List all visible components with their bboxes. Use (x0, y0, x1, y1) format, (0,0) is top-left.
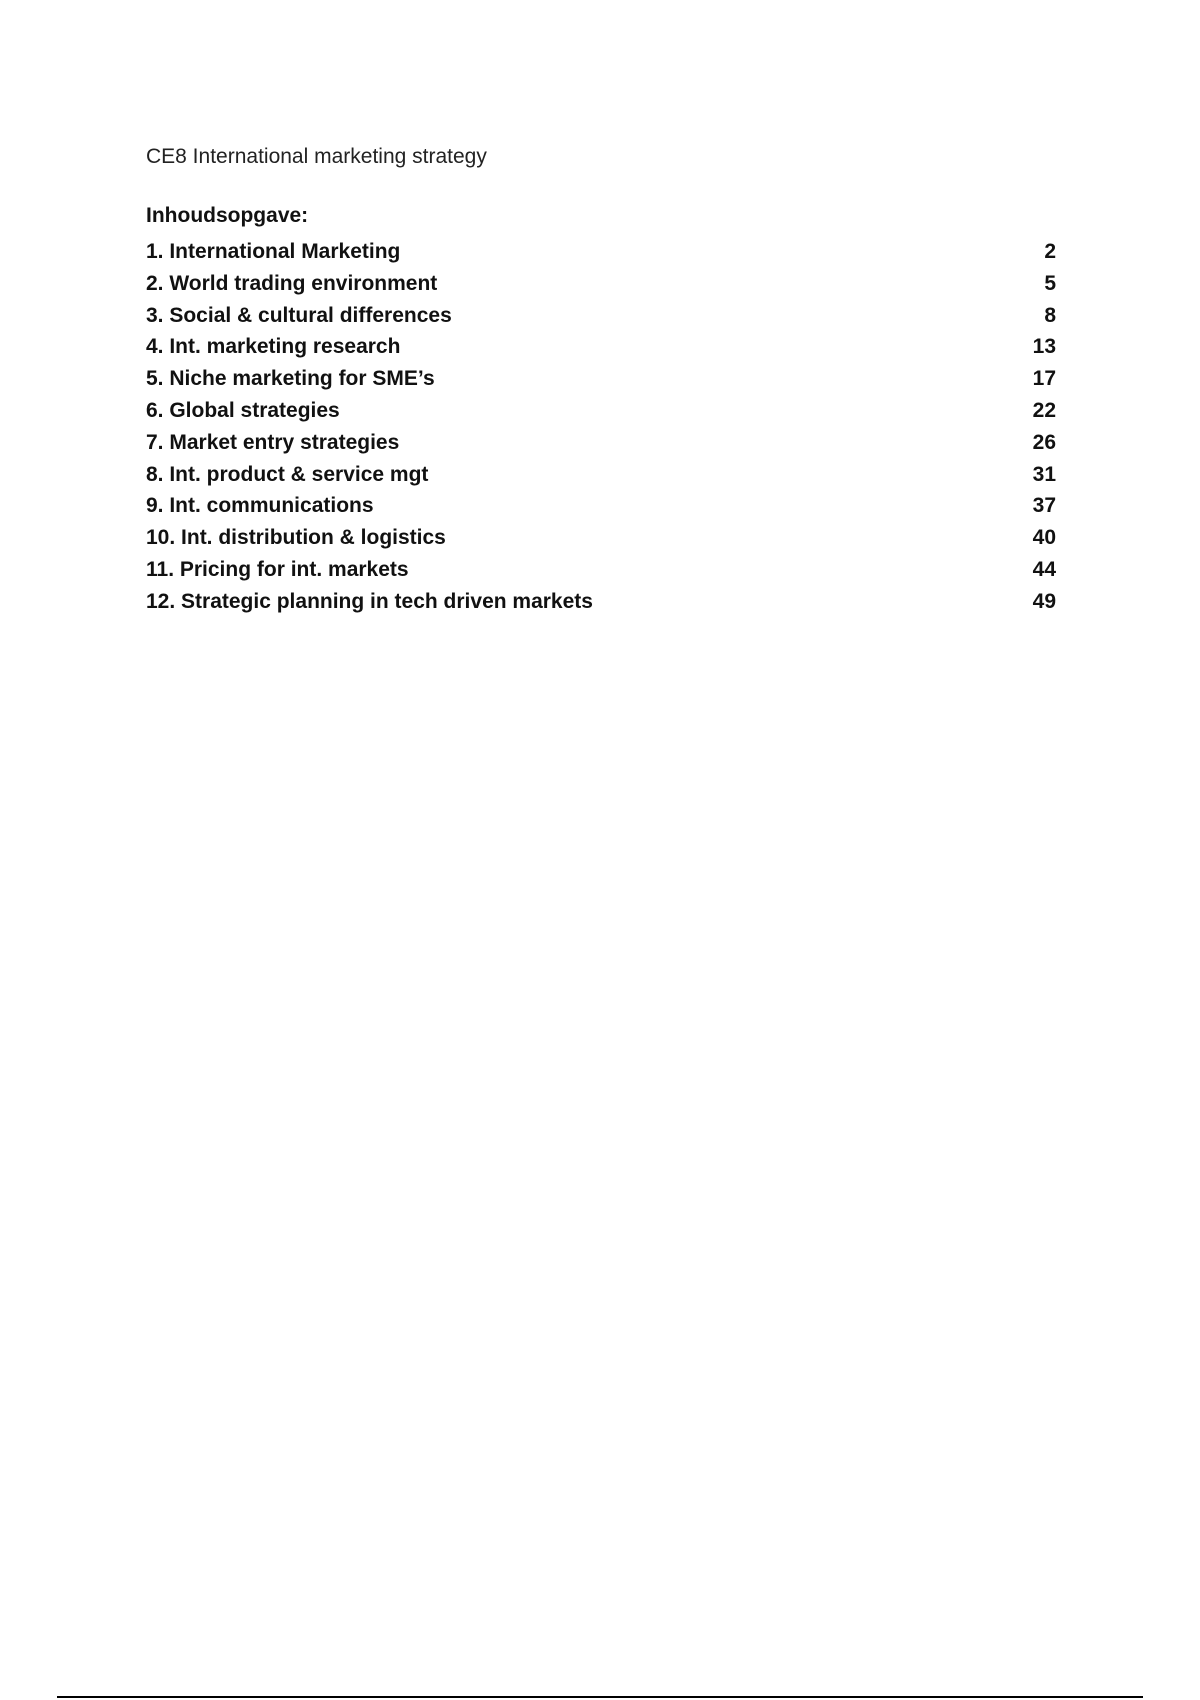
toc-entry-page: 44 (1032, 557, 1056, 581)
toc-entry-title: 1. International Marketing (146, 240, 401, 263)
toc-entry-title: 7. Market entry strategies (146, 430, 400, 454)
toc-entry-title: 9. Int. communications (146, 494, 374, 518)
toc-entry-title: 6. Global strategies (146, 398, 340, 422)
toc-entry-page: 40 (1032, 526, 1056, 550)
toc-entry-title: 3. Social & cultural differences (146, 303, 452, 327)
toc-entry-title: 5. Niche marketing for SME’s (146, 367, 435, 391)
toc-entry-page: 26 (1032, 430, 1056, 454)
toc-heading: Inhoudsopgave: (146, 204, 309, 227)
toc-entry-title: 12. Strategic planning in tech driven markets (146, 589, 593, 613)
toc-entry-title: 10. Int. distribution & logistics (146, 526, 446, 550)
toc-entry-page: 22 (1032, 398, 1056, 422)
toc-entry (146, 268, 1056, 300)
document-title: CE8 International marketing strategy (146, 145, 487, 168)
toc-entry (146, 331, 1056, 363)
toc-entry (146, 300, 1056, 332)
toc-entry (146, 236, 1056, 268)
toc-entry-title: 4. Int. marketing research (146, 335, 401, 359)
toc-entry (146, 522, 1056, 554)
toc-entry-page: 8 (1044, 303, 1056, 327)
toc-entry (146, 490, 1056, 522)
toc-entry (146, 554, 1056, 586)
toc-entry-page: 49 (1032, 589, 1056, 613)
toc-entry-page: 2 (1044, 240, 1056, 263)
toc-entry-page: 31 (1032, 462, 1056, 486)
toc-entry-page: 5 (1044, 271, 1056, 295)
footer-divider (57, 1696, 1143, 1698)
table-of-contents (146, 236, 1056, 618)
toc-entry-page: 13 (1032, 335, 1056, 359)
toc-entry (146, 363, 1056, 395)
toc-entry-title: 11. Pricing for int. markets (146, 557, 409, 581)
toc-entry-title: 2. World trading environment (146, 271, 438, 295)
toc-entry (146, 586, 1056, 618)
toc-entry-page: 17 (1032, 367, 1056, 391)
toc-entry (146, 427, 1056, 459)
toc-entry (146, 395, 1056, 427)
toc-entry (146, 459, 1056, 491)
toc-entry-title: 8. Int. product & service mgt (146, 462, 429, 486)
toc-entry-page: 37 (1032, 494, 1056, 518)
